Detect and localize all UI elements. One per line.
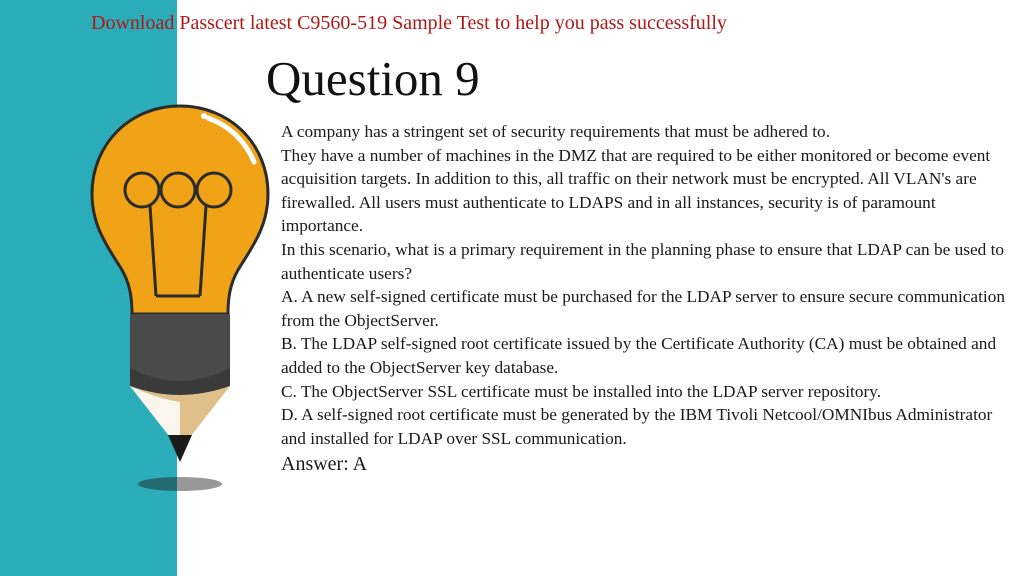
question-prompt: In this scenario, what is a primary requirement in the planning phase to ensure that LDAP can be used to authenticate users? [281,239,1005,283]
option-d: D. A self-signed root certificate must be generated by the IBM Tivoli Netcool/OMNIbus Administrator and installed for LDAP over SSL communication. [281,405,993,448]
lightbulb-pencil-icon [80,98,280,498]
question-intro: A company has a stringent set of security requirements that must be adhered to. [281,122,831,141]
option-b: B. The LDAP self-signed root certificate issued by the Certificate Authority (CA) must be obtained and added to the ObjectServer key database. [281,334,997,377]
question-body [281,120,1016,478]
question-scenario: They have a number of machines in the DMZ that are required to be either monitored or become event acquisition targets. In addition to this, all traffic on their network must be encrypted. All VLAN's are firewalled. All users must authenticate to LDAPS and in all instances, security is of paramount importance. [281,145,991,236]
answer-text: Answer: A [281,453,368,476]
option-c: C. The ObjectServer SSL certificate must be installed into the LDAP server repository. [281,381,882,401]
option-a: A. A new self-signed certificate must be purchased for the LDAP server to ensure secure communication from the ObjectServer. [281,287,1005,330]
question-title: Question 9 [266,51,480,106]
download-banner: Download Passcert latest C9560-519 Sample Test to help you pass successfully [91,12,727,34]
